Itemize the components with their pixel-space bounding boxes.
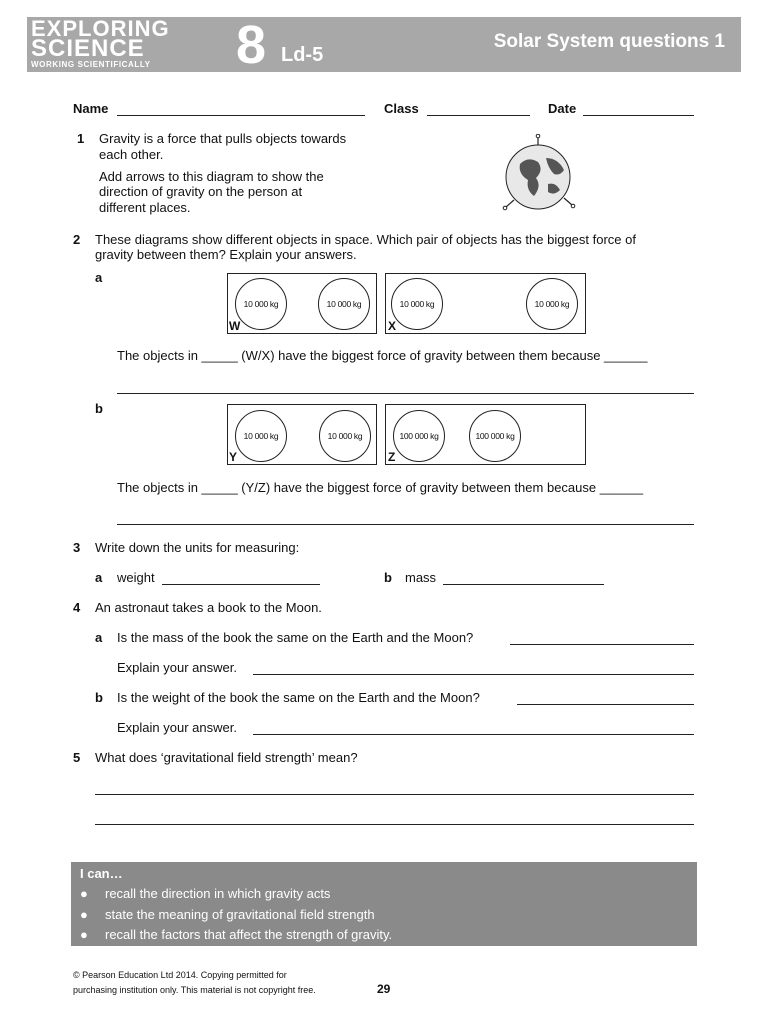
mass-ball: 100 000 kg (393, 410, 445, 462)
q5-answer-line-2[interactable] (95, 824, 694, 825)
q1-text-3: Add arrows to this diagram to show the (99, 169, 324, 184)
bullet-icon: ● (80, 886, 88, 901)
q2a-answer-line[interactable] (117, 393, 694, 394)
q4a-explain: Explain your answer. (117, 660, 237, 675)
q1-text-1: Gravity is a force that pulls objects towards (99, 131, 347, 146)
mass-ball: 10 000 kg (318, 278, 370, 330)
q4a-explain-line[interactable] (253, 674, 694, 675)
q2b-text: The objects in _____ (Y/Z) have the biggest force of gravity between them because ______ (117, 480, 644, 495)
mass-answer-line[interactable] (443, 584, 604, 585)
box-label-w: W (229, 319, 241, 333)
q4a-label: a (95, 630, 103, 645)
i-can-title: I can… (80, 866, 123, 881)
logo-working-scientifically: WORKING SCIENTIFICALLY (31, 60, 151, 69)
q5-answer-line-1[interactable] (95, 794, 694, 795)
q2b-answer-line[interactable] (117, 524, 694, 525)
i-can-item (80, 927, 392, 942)
i-can-item-text: state the meaning of gravitational field strength (105, 907, 375, 922)
logo-year-number: 8 (236, 15, 267, 75)
date-field[interactable] (583, 115, 694, 116)
diagram-box-x (385, 273, 586, 334)
mass-ball: 10 000 kg (526, 278, 578, 330)
q4b-explain: Explain your answer. (117, 720, 237, 735)
q3-text: Write down the units for measuring: (95, 540, 300, 555)
logo-exploring: EXPLORING (31, 16, 170, 41)
box-label-y: Y (229, 450, 238, 464)
q1-text-2: each other. (99, 147, 164, 162)
date-label: Date (548, 101, 577, 116)
q3a-label: a (95, 570, 103, 585)
mass-ball: 10 000 kg (391, 278, 443, 330)
class-field[interactable] (427, 115, 530, 116)
mass-ball: 10 000 kg (235, 278, 287, 330)
i-can-item (80, 886, 330, 901)
page-number: 29 (377, 982, 391, 996)
earth-diagram[interactable] (498, 134, 582, 214)
copyright-line-2: purchasing institution only. This material is not copyright free. (73, 985, 316, 995)
name-label: Name (73, 101, 109, 116)
i-can-item-text: recall the direction in which gravity acts (105, 886, 331, 901)
q3-number: 3 (73, 540, 81, 555)
logo-science: SCIENCE (31, 35, 145, 62)
i-can-item (80, 907, 375, 922)
box-label-x: X (388, 319, 397, 333)
q4b-text: Is the weight of the book the same on the Earth and the Moon? (117, 690, 480, 705)
mass-ball: 100 000 kg (469, 410, 521, 462)
i-can-item-text: recall the factors that affect the strength of gravity. (105, 927, 393, 942)
class-label: Class (384, 101, 419, 116)
q4b-label: b (95, 690, 103, 705)
q4b-answer-line[interactable] (517, 704, 694, 705)
q4b-explain-line[interactable] (253, 734, 694, 735)
diagram-box-y (227, 404, 377, 465)
mass-ball: 10 000 kg (235, 410, 287, 462)
q4a-answer-line[interactable] (510, 644, 694, 645)
diagram-box-w (227, 273, 377, 334)
page-header (27, 15, 741, 75)
q4a-text: Is the mass of the book the same on the Earth and the Moon? (117, 630, 474, 645)
copyright-line-1: © Pearson Education Ltd 2014. Copying permitted for (73, 970, 287, 980)
weight-answer-line[interactable] (162, 584, 320, 585)
q2-text-1: These diagrams show different objects in space. Which pair of objects has the biggest force of (95, 232, 636, 247)
q1-text-4: direction of gravity on the person at (99, 184, 303, 199)
diagram-box-z (385, 404, 586, 465)
bullet-icon: ● (80, 927, 88, 942)
page-title: Solar System questions 1 (493, 31, 725, 52)
q3b-label: b (384, 570, 392, 585)
box-label-z: Z (388, 450, 396, 464)
q2b-label: b (95, 401, 103, 416)
q4-number: 4 (73, 600, 81, 615)
q5-text: What does ‘gravitational field strength’ mean? (95, 750, 358, 765)
q2a-label: a (95, 270, 103, 285)
q3b-text: mass (405, 570, 437, 585)
q5-number: 5 (73, 750, 81, 765)
q4-text: An astronaut takes a book to the Moon. (95, 600, 322, 615)
q2a-text: The objects in _____ (W/X) have the biggest force of gravity between them because ______ (117, 348, 648, 363)
q3a-text: weight (117, 570, 155, 585)
q1-number: 1 (77, 131, 85, 146)
q2-number: 2 (73, 232, 81, 247)
q2-text-2: gravity between them? Explain your answers. (95, 247, 357, 262)
worksheet-code: Ld-5 (281, 44, 324, 66)
mass-ball: 10 000 kg (319, 410, 371, 462)
i-can-box (71, 862, 697, 946)
q1-text-5: different places. (99, 200, 191, 215)
bullet-icon: ● (80, 907, 88, 922)
name-field[interactable] (117, 115, 365, 116)
